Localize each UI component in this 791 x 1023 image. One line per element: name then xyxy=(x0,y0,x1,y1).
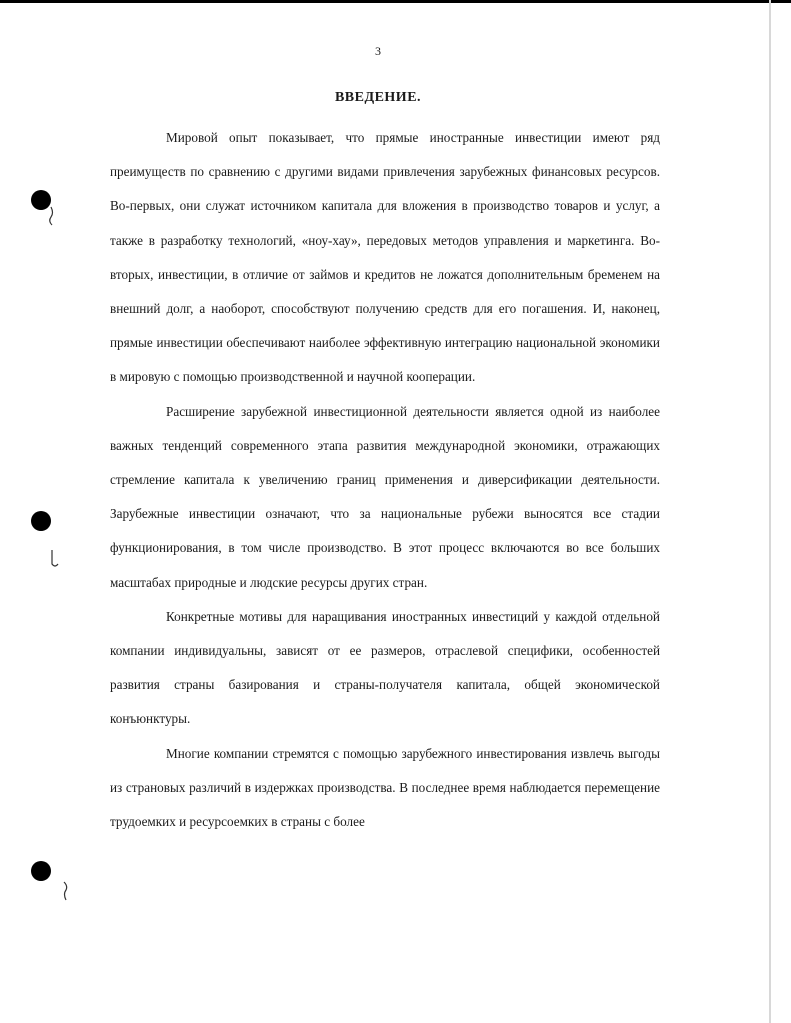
body-text xyxy=(110,121,660,839)
page-number: 3 xyxy=(375,44,381,58)
scan-right-edge xyxy=(769,0,771,1023)
scan-artifact-icon xyxy=(60,880,72,902)
scan-artifact-icon xyxy=(49,548,61,570)
binder-hole-icon xyxy=(31,861,51,881)
scan-artifact-icon xyxy=(45,205,57,227)
scan-top-border xyxy=(0,0,791,3)
paragraph: Многие компании стремятся с помощью зарубежного инвестирования извлечь выгоды из страновых различий в издержках производства. В последнее время наблюдается перемещение трудоемких и ресурсоемких в страны с более xyxy=(110,745,660,830)
paragraph: Расширение зарубежной инвестиционной деятельности является одной из наиболее важных тенденций современного этапа развития международной экономики, отражающих стремление капитала к увеличению границ применения и диверсификации деятельности. Зарубежные инвестиции означают, что за национальные рубежи выносятся все стадии функционирования, в том числе производство. В этот процесс включаются во все больших масштабах природные и людские ресурсы других стран. xyxy=(110,403,660,590)
binder-hole-icon xyxy=(31,511,51,531)
paragraph: Мировой опыт показывает, что прямые иностранные инвестиции имеют ряд преимуществ по сравнению с другими видами привлечения зарубежных финансовых ресурсов. Во-первых, они служат источником капитала для вложения в производство товаров и услуг, а также в разработку технологий, «ноу-хау», передовых методов управления и маркетинга. Во-вторых, инвестиции, в отличие от займов и кредитов не ложатся дополнительным бременем на внешний долг, а наоборот, способствуют получению средств для его погашения. И, наконец, прямые инвестиции обеспечивают наиболее эффективную интеграцию национальной экономики в мировую с помощью производственной и научной кооперации. xyxy=(110,130,660,385)
section-title: ВВЕДЕНИЕ. xyxy=(334,90,422,105)
paragraph: Конкретные мотивы для наращивания иностранных инвестиций у каждой отдельной компании индивидуальны, зависят от ее размеров, отраслевой специфики, особенностей развития страны базирования и страны-получателя капитала, общей экономической конъюнктуры. xyxy=(110,608,660,727)
